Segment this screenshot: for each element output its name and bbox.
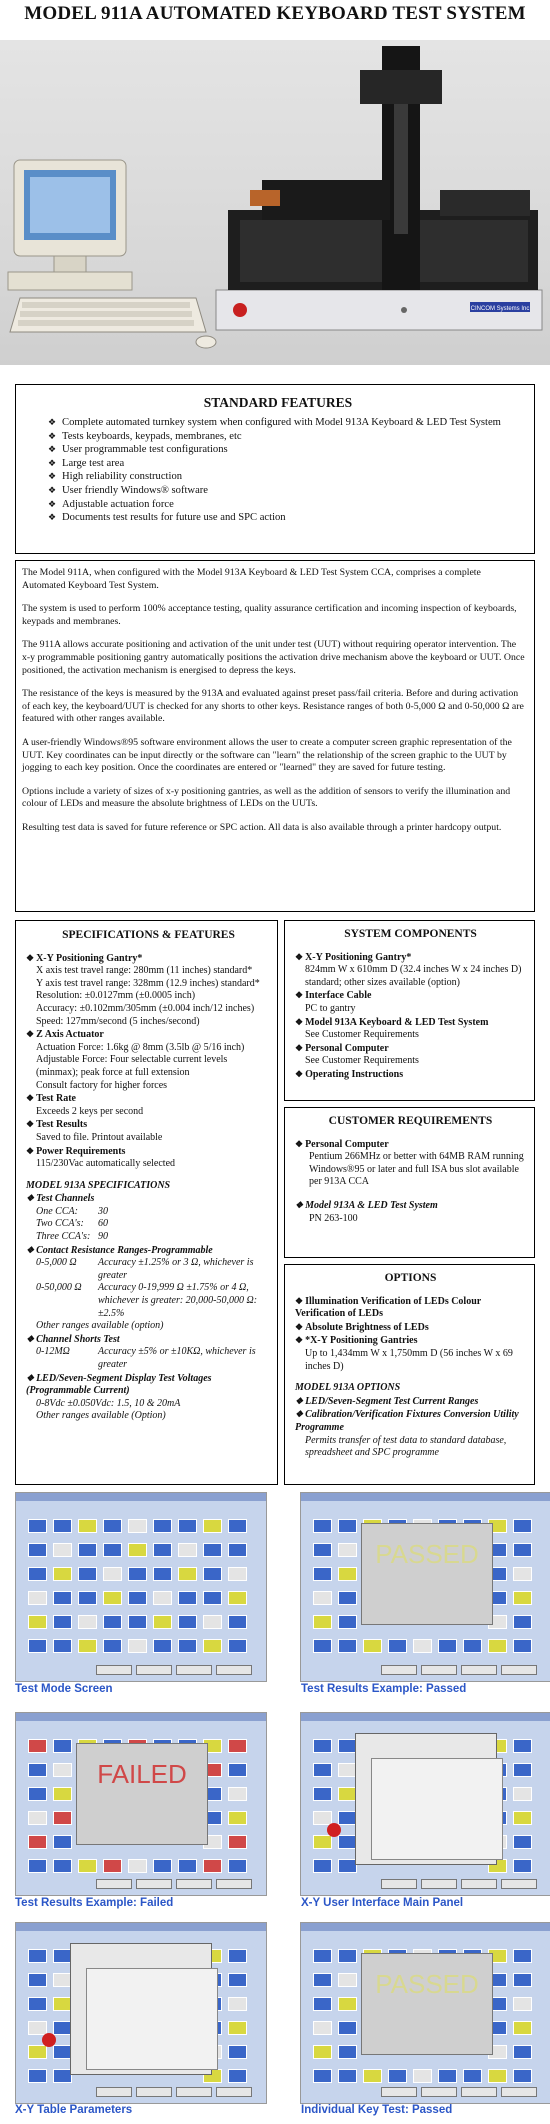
product-illustration: [0, 40, 550, 365]
caption-results-passed: Test Results Example: Passed: [301, 1683, 467, 1695]
caption-individual-key-passed: Individual Key Test: Passed: [301, 2104, 453, 2116]
channel-value: 30: [98, 1205, 108, 1217]
feature-item: ❖ Complete automated turnkey system when configured with Model 913A Keyboard & LED Test System: [48, 416, 520, 430]
spec-line: Y axis test travel range: 328mm (12.9 inches) standard*: [36, 977, 260, 989]
spec-line: Other ranges available (Option): [36, 1410, 166, 1422]
channel-row: [26, 1206, 271, 1219]
component-text: See Customer Requirements: [305, 1029, 419, 1041]
component-text: PC to gantry: [305, 1002, 356, 1014]
range-value: 0-12MΩ: [36, 1346, 70, 1358]
description-paragraph: Options include a variety of sizes of x-y positioning gantries, as well as the addition of sensors to verify the illumination and colour of LEDs and measure the absolute brightness of LEDs on the UUTs.: [22, 785, 511, 810]
model-913a-spec-heading: MODEL 913A SPECIFICATIONS: [26, 1179, 171, 1191]
spec-line: Accuracy: ±0.102mm/305mm (±0.004 inch/12 inches): [36, 1002, 255, 1014]
channel-row: [26, 1218, 271, 1231]
spec-line: 115/230Vac automatically selected: [36, 1158, 176, 1170]
caption-xy-main-panel: X-Y User Interface Main Panel: [301, 1897, 464, 1909]
options-box: [284, 1264, 535, 1485]
stop-button: [233, 303, 247, 317]
description-box: [15, 560, 535, 912]
system-components-box: [284, 920, 535, 1101]
feature-item: ❖ User programmable test configurations: [48, 443, 520, 457]
spec-line: Consult factory for higher forces: [36, 1079, 168, 1091]
component-title: ❖ Operating Instructions: [295, 1068, 526, 1082]
spec-line: Other ranges available (option): [36, 1320, 164, 1332]
range-value: 0-5,000 Ω: [36, 1257, 77, 1269]
requirement-text: Pentium 266MHz or better with 64MB RAM running Windows®95 or later and full ISA bus slot available per 913A CCA: [309, 1151, 524, 1188]
requirement-text: PN 263-100: [309, 1212, 358, 1224]
individual-key-passed-screen: [300, 1922, 550, 2104]
specifications-heading: SPECIFICATIONS & FEATURES: [62, 929, 235, 941]
test-channels-title: ❖ Test Channels: [26, 1192, 271, 1206]
standard-features-box: [15, 384, 535, 554]
xy-table-params-screen: [15, 1922, 267, 2104]
spec-line: X axis test travel range: 280mm (11 inches) standard*: [36, 965, 253, 977]
model-913a-options-heading: MODEL 913A OPTIONS: [295, 1382, 401, 1394]
mouse: [196, 336, 216, 348]
computer-base: [8, 272, 132, 290]
system-components-heading: SYSTEM COMPONENTS: [344, 928, 477, 940]
component-text: See Customer Requirements: [305, 1055, 419, 1067]
caption-xy-table-params: X-Y Table Parameters: [15, 2104, 133, 2116]
z-axis-title: ❖ Z Axis Actuator: [26, 1028, 271, 1042]
contact-resistance-title: ❖ Contact Resistance Ranges-Programmable: [26, 1244, 271, 1258]
option-title: ❖ *X-Y Positioning Gantries: [295, 1334, 526, 1348]
customer-requirements-heading: CUSTOMER REQUIREMENTS: [328, 1115, 493, 1127]
results-failed-screen: [15, 1712, 267, 1896]
description-paragraph: A user-friendly Windows®95 software environment allows the user to create a computer screen graphic representation of the UUT. Key coordinates can be input directly or the software can "learn" the relationship of the screen graphic to the UUT by jogging to each key position. Once the coordinates are entered or "learned" they are saved for future testing.: [22, 736, 512, 774]
feature-item: ❖ Tests keyboards, keypads, membranes, etc: [48, 430, 520, 444]
channel-row: [26, 1231, 271, 1244]
channel-shorts-title: ❖ Channel Shorts Test: [26, 1333, 271, 1347]
component-title: ❖ X-Y Positioning Gantry*: [295, 951, 526, 965]
option-note: Permits transfer of test data to standard database, spreadsheet and SPC programme: [305, 1434, 507, 1459]
product-photo: [0, 40, 550, 365]
description-paragraph: The system is used to perform 100% acceptance testing, quality assurance certification and incoming inspection of keyboards, keypads and membranes.: [22, 603, 517, 627]
caption-test-mode: Test Mode Screen: [15, 1683, 113, 1695]
spec-line: Actuation Force: 1.6kg @ 8mm (3.5lb @ 5/16 inch): [36, 1041, 245, 1053]
spec-line: 0-8Vdc ±0.050Vdc: 1.5, 10 & 20mA: [36, 1397, 181, 1409]
feature-item: ❖ Adjustable actuation force: [48, 498, 520, 512]
channel-label: One CCA:: [36, 1205, 78, 1217]
description-paragraph: The 911A allows accurate positioning and activation of the unit under test (UUT) without requiring operator intervention. The x-y programmable positioning gantry automatically positions the activation drive mechanism above the keyboard or UUT. Once positioned, the activation mechanism is energised to depress the keys.: [22, 639, 525, 676]
range-accuracy: Accuracy ±1.25% or 3 Ω, whichever is greater: [98, 1257, 254, 1281]
channel-label: Two CCA's:: [36, 1218, 84, 1230]
spec-line: Speed: 127mm/second (5 inches/second): [36, 1015, 200, 1027]
option-text: Up to 1,434mm W x 1,750mm D (56 inches W x 69 inches D): [305, 1347, 513, 1372]
range-accuracy: Accuracy 0-19,999 Ω ±1.75% or 4 Ω, whichever is greater: 20,000-50,000 Ω: ±2.5%: [98, 1282, 258, 1319]
standard-features-heading: STANDARD FEATURES: [203, 395, 353, 410]
spec-line: Saved to file. Printout available: [36, 1131, 163, 1143]
specifications-box: [15, 920, 278, 1485]
options-heading: OPTIONS: [384, 1272, 437, 1284]
channel-label: Three CCA's:: [36, 1231, 91, 1243]
standard-features-list: [36, 416, 520, 525]
option-item: ❖ Illumination Verification of LEDs Colour Verification of LEDs: [295, 1295, 526, 1321]
xy-gantry-title: ❖ X-Y Positioning Gantry*: [26, 952, 271, 966]
feature-item: ❖ Documents test results for future use and SPC action: [48, 511, 520, 525]
contact-range-row: [26, 1257, 271, 1282]
shorts-row: [26, 1346, 271, 1371]
channel-value: 90: [98, 1231, 108, 1243]
component-title: ❖ Personal Computer: [295, 1042, 526, 1056]
requirement-title: ❖ Personal Computer: [295, 1138, 526, 1152]
feature-item: ❖ Large test area: [48, 457, 520, 471]
range-value: 0-50,000 Ω: [36, 1282, 82, 1294]
component-text: 824mm W x 610mm D (32.4 inches W x 24 inches D) standard; other sizes available (option): [305, 964, 522, 988]
spec-line: Adjustable Force: Four selectable current levels (minmax); peak force at full extension: [36, 1054, 228, 1078]
option-item: ❖ Absolute Brightness of LEDs: [295, 1321, 526, 1335]
option-item: ❖ LED/Seven-Segment Test Current Ranges: [295, 1395, 526, 1409]
results-passed-screen: [300, 1492, 550, 1682]
spec-line: Resolution: ±0.0127mm (±0.0005 inch): [36, 990, 196, 1002]
description-paragraph: Resulting test data is saved for future reference or SPC action. All data is also available through a printer hardcopy output.: [22, 821, 502, 833]
option-item: ❖ Calibration/Verification Fixtures Conversion Utility Programme: [295, 1408, 526, 1434]
passed-overlay: PASSED: [361, 1953, 493, 2055]
description-paragraph: The Model 911A, when configured with the Model 913A Keyboard & LED Test System CCA, comprises a complete Automated Keyboard Test System.: [22, 567, 481, 591]
component-title: ❖ Model 913A Keyboard & LED Test System: [295, 1016, 526, 1030]
passed-overlay: PASSED: [361, 1523, 493, 1625]
description-paragraph: The resistance of the keys is measured by the 913A and evaluated against preset pass/fail criteria. Before and during activation of each key, the keyboard/UUT is checked for any shorts to other keys. Resistance ranges of both 0-5,000 Ω and 0-50,000 Ω are featured with other ranges available.: [22, 688, 524, 725]
component-title: ❖ Interface Cable: [295, 989, 526, 1003]
range-accuracy: Accuracy ±5% or ±10KΩ, whichever is greater: [98, 1346, 256, 1370]
led-voltages-title: ❖ LED/Seven-Segment Display Test Voltages (Programmable Current): [26, 1372, 271, 1398]
caption-results-failed: Test Results Example: Failed: [15, 1897, 174, 1909]
feature-item: ❖ User friendly Windows® software: [48, 484, 520, 498]
spec-line: Exceeds 2 keys per second: [36, 1105, 144, 1117]
contact-range-row: [26, 1282, 271, 1320]
test-results-title: ❖ Test Results: [26, 1118, 271, 1132]
feature-item: ❖ High reliability construction: [48, 470, 520, 484]
xy-main-panel-screen: [300, 1712, 550, 1896]
customer-requirements-box: [284, 1107, 535, 1258]
page-title: MODEL 911A AUTOMATED KEYBOARD TEST SYSTEM: [24, 3, 526, 24]
failed-overlay: FAILED: [76, 1743, 208, 1845]
channel-value: 60: [98, 1218, 108, 1230]
brand-plate: CINCOM Systems Inc: [470, 306, 530, 312]
requirement-title: ❖ Model 913A & LED Test System: [295, 1199, 526, 1213]
test-rate-title: ❖ Test Rate: [26, 1092, 271, 1106]
power-title: ❖ Power Requirements: [26, 1145, 271, 1159]
test-mode-screen: [15, 1492, 267, 1682]
